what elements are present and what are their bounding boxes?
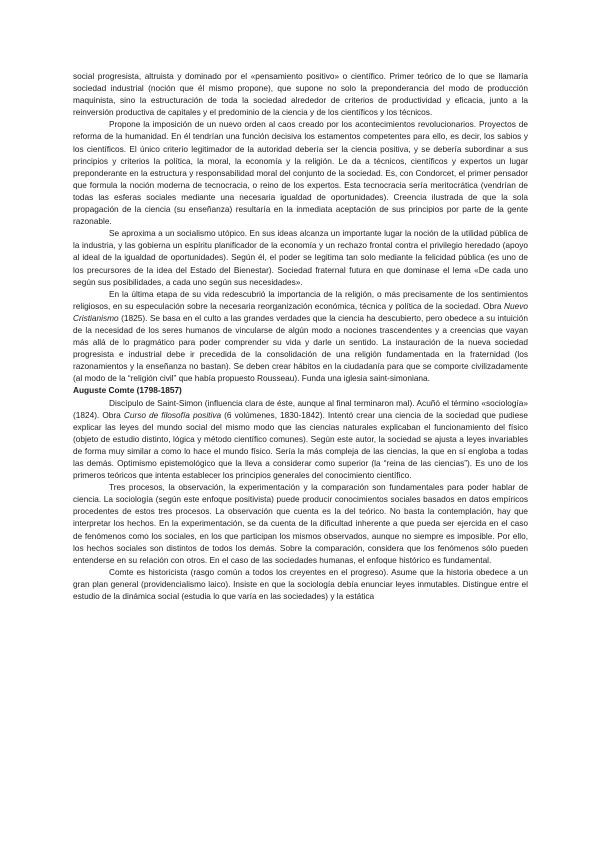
- paragraph-technocracy: Propone la imposición de un nuevo orden al caos creado por los acontecimientos revolucionarios. Proyectos de reforma de la humanidad. En él tendrían una función decisiva los estamentos competentes para ello, es decir, los sabios y los científicos. El único criterio legitimador de la autoridad debería ser la ciencia positiva, y se debería subordinar a sus principios y criterios la política, la moral, la economía y la religión. Le da a técnicos, científicos y expertos un lugar preponderante en la estructura y responsabilidad moral del conjunto de la sociedad. Es, con Condorcet, el primer pensador que formula la noción moderna de tecnocracia, o reino de los expertos. Esta tecnocracia sería meritocrática (vendrían de todas las esferas sociales mediante una necesaria igualdad de oportunidades). Creencia ilustrada de que la sola propagación de la ciencia (su enseñanza) resultaría en la inmediata aceptación de sus principios por parte de la gente razonable.: [73, 119, 528, 227]
- text-run: (1825). Se basa en el culto a las grandes verdades que la ciencia ha descubierto, pero obedece a su intuición de la necesidad de los seres humanos de vincularse de algún modo a nociones trascendentes y a creencias que vayan más allá de lo pragmático para poder comprender su vida y darle un sentido. La instauración de la nueva sociedad progresista e industrial debe ir precedida de la consolidación de una religión fundamentada en la fraternidad (los razonamientos y la enseñanza no bastan). Se deben crear hábitos en la ciudadanía para que se comporte civilizadamente (al modo de la “religión civil” que había propuesto Rousseau). Funda una iglesia saint-simoniana.: [73, 312, 528, 384]
- paragraph-comte-sociology: [73, 397, 528, 482]
- paragraph-utopian-socialism: Se aproxima a un socialismo utópico. En sus ideas alcanza un importante lugar la noción de la utilidad pública de la industria, y las gobierna un espíritu planificador de la economía y un rechazo frontal contra el privilegio heredado (apoyo al ideal de la igualdad de oportunidades). Según él, el poder se legitima tan solo mediante la felicidad pública (es uno de los precursores de la idea del Estado del Bienestar). Sociedad fraternal futura en que dominase el lema «De cada uno según sus posibilidades, a cada uno según sus necesidades».: [73, 228, 528, 287]
- paragraph-new-christianity: [73, 288, 528, 385]
- text-run: Discípulo de Saint-Simon (influencia clara de éste, aunque al final terminaron mal). Acuñó el término «sociología» (1824). Obra: [73, 397, 528, 420]
- document-page: [73, 70, 528, 602]
- section-heading: Auguste Comte (1798-1857): [73, 385, 182, 396]
- paragraph-historicism: Comte es historicista (rasgo común a todos los creyentes en el progreso). Asume que la historia obedece a un gran plan general (providencialismo laico). Insiste en que la sociología debía enunciar leyes inmutables. Distingue entre el estudio de la dinámica social (estudia lo que varía en las sociedades) y la estática: [73, 566, 528, 602]
- text-run: (6 volúmenes, 1830-1842). Intentó crear una ciencia de la sociedad que pudiese explicar las leyes del mundo social del mismo modo que las ciencias naturales explicaban el funcionamiento del físico (objeto de estudio distinto, lógica y método científico comunes). Según este autor, la sociedad se ajusta a leyes invariables de forma muy similar a como lo hace el mundo físico. Sería la más compleja de las ciencias, la que en sí engloba a todas las demás. Optimismo epistemológico que la lleva a considerar como superior (la “reina de las ciencias”). Es uno de los primeros teóricos que intenta establecer los principios generales del conocimiento científico.: [73, 409, 528, 481]
- paragraph-saint-simon-industrial: social progresista, altruista y dominado por el «pensamiento positivo» o científico. Primer teórico de lo que se llamaría sociedad industrial (noción que él mismo propone), que supone no solo la preponderancia del modo de producción maquinista, sino la estructuración de toda la sociedad alrededor de criterios de productividad y eficacia, junto a la reinversión productiva de capitales y el predominio de la ciencia y de los científicos y los técnicos.: [73, 71, 528, 118]
- book-title: Nuevo Cristianismo: [73, 300, 528, 323]
- paragraph-three-processes: Tres procesos, la observación, la experimentación y la comparación son fundamentales para poder hablar de ciencia. La sociología (según este enfoque positivista) puede producir conocimientos sociales basados en datos empíricos procedentes de estos tres procesos. La observación que cuenta es la del teórico. No basta la contemplación, hay que interpretar los hechos. En la experimentación, se da cuenta de la dificultad inherente a que pueda ser ejercida en el caso de fenómenos como los sociales, en los que participan los mismos observados, aunque no siempre es imposible. Por ello, los hechos sociales son distintos de todos los demás. Sobre la comparación, considera que los fenómenos sólo pueden entenderse en su relación con otros. En el caso de las sociedades humanas, el enfoque histórico es fundamental.: [73, 482, 528, 565]
- book-title: Curso de filosofía positiva: [123, 409, 222, 420]
- text-run: En la última etapa de su vida redescubrió la importancia de la religión, o más precisamente de los sentimientos religiosos, en su especulación sobre la necesaria reorganización económica, técnica y política de la sociedad. Obra: [73, 288, 528, 311]
